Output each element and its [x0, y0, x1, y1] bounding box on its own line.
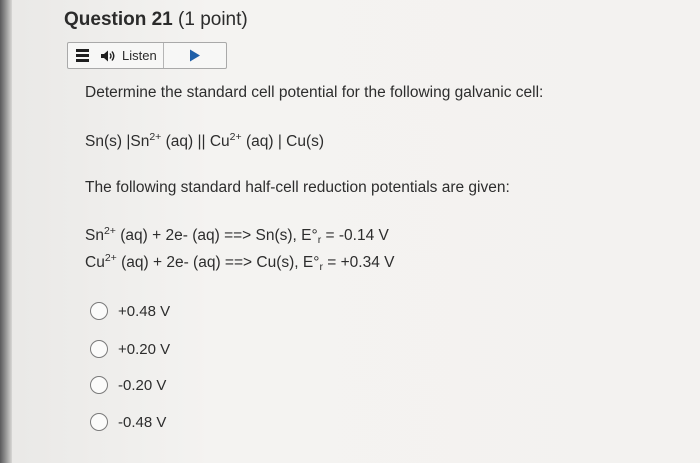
half-reaction-sub: r — [319, 261, 323, 273]
radio-button[interactable] — [90, 376, 108, 394]
cell-part-2: (aq) || Cu — [161, 133, 230, 150]
answer-option[interactable] — [90, 413, 166, 431]
listen-label: Listen — [122, 48, 157, 63]
half-reaction-species: Sn — [85, 227, 104, 244]
play-button[interactable] — [164, 43, 226, 68]
half-reaction-body: (aq) + 2e- (aq) ==> Cu(s), E° — [116, 254, 320, 271]
question-title: Question 21 — [64, 9, 173, 30]
half-reaction-sub: r — [317, 234, 322, 246]
half-reaction-charge: 2+ — [103, 225, 116, 237]
question-points: (1 point) — [178, 9, 248, 30]
menu-icon — [76, 49, 89, 62]
play-icon — [189, 49, 201, 62]
option-label: +0.48 V — [118, 302, 171, 320]
half-reaction-value: = -0.14 V — [321, 227, 389, 244]
screen-edge — [0, 0, 12, 463]
cell-sup-2: 2+ — [229, 131, 242, 143]
half-reaction-species: Cu — [85, 254, 105, 271]
half-reaction-charge: 2+ — [104, 252, 117, 264]
radio-button[interactable] — [90, 340, 108, 358]
question-heading — [64, 9, 248, 31]
radio-button[interactable] — [90, 413, 108, 431]
listen-toolbar — [67, 42, 227, 69]
listen-button[interactable] — [96, 43, 164, 68]
option-label: -0.48 V — [118, 413, 167, 431]
option-label: -0.20 V — [118, 376, 167, 394]
speaker-icon — [100, 49, 116, 63]
cell-part-3: (aq) | Cu(s) — [241, 133, 325, 150]
answer-option[interactable] — [90, 376, 166, 394]
cell-notation — [85, 133, 324, 151]
option-label: +0.20 V — [118, 340, 171, 358]
question-prompt: Determine the standard cell potential for the following galvanic cell: — [85, 84, 544, 101]
radio-button[interactable] — [90, 302, 108, 320]
half-reaction-body: (aq) + 2e- (aq) ==> Sn(s), E° — [115, 227, 318, 244]
cell-part-1: Sn(s) |Sn — [85, 133, 150, 150]
answer-option[interactable] — [90, 302, 170, 320]
answer-option[interactable] — [90, 340, 170, 358]
half-reaction-value: = +0.34 V — [322, 254, 395, 271]
given-intro: The following standard half-cell reduction potentials are given: — [85, 179, 510, 196]
question-card — [14, 0, 700, 463]
half-reaction-sn — [85, 227, 389, 245]
listen-menu-button[interactable] — [68, 43, 96, 68]
half-reaction-cu — [85, 254, 394, 272]
cell-sup-1: 2+ — [149, 131, 162, 143]
